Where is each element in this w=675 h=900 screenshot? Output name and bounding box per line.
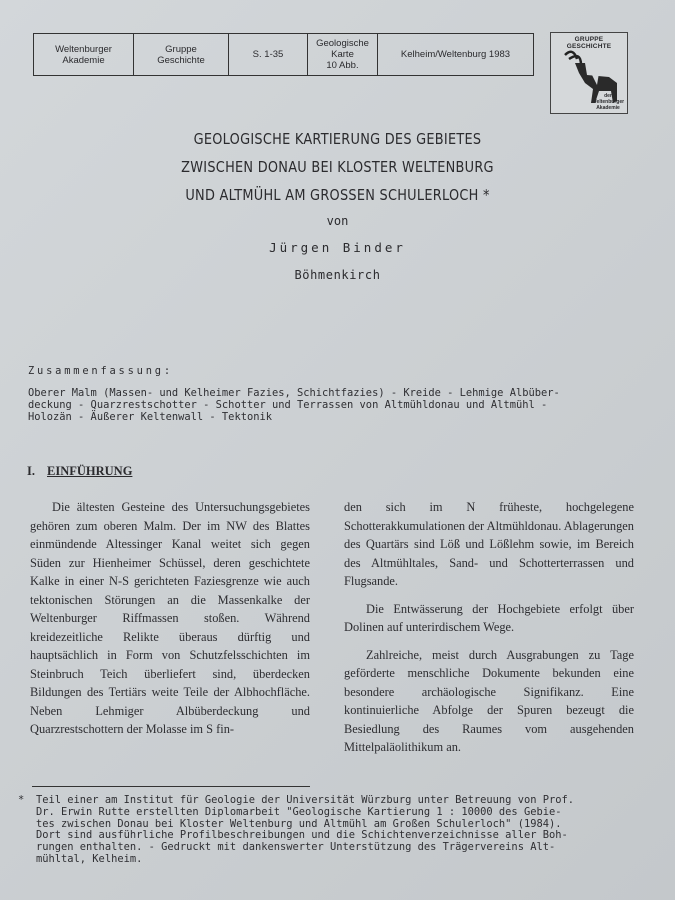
header-cell-content: Geologische Karte 10 Abb. bbox=[308, 34, 378, 75]
summary-text bbox=[28, 387, 638, 423]
summary-line: Oberer Malm (Massen- und Kelheimer Fazies, Schichtfazies) - Kreide - Lehmige Albüber- bbox=[28, 387, 560, 399]
title-line-2: ZWISCHEN DONAU BEI KLOSTER WELTENBURG bbox=[181, 158, 494, 176]
header-table bbox=[33, 33, 534, 76]
logo-top-text: GRUPPE GESCHICHTE bbox=[566, 36, 612, 50]
body-column-right bbox=[344, 498, 634, 757]
body-paragraph: Die ältesten Gesteine des Untersuchungsgebietes gehören zum oberen Malm. Der im NW des Blattes einmündende Altessinger Kanal weitet sich gegen Süden zur Hienheimer Schüssel, deren geschichtete Kalke in einer N-S gerichteten Faziesgrenze wie auch tektonischen Störungen an die Massenkalke der Weltenburger Riffmassen stoßen. Während kreidezeitliche Relikte überaus dürftig und hauptsächlich in Form von Schutzfelsschichten im Steinbruch Teich überliefert sind, überdecken Bildungen des Tertiärs weite Teile der Albhochfläche. Neben Lehmiger Albüberdeckung und Quarzrestschottern der Molasse im S fin- bbox=[30, 500, 310, 736]
body-paragraph: Zahlreiche, meist durch Ausgrabungen zu Tage geförderte menschliche Dokumente bekunden eine besondere archäologische Signifikanz. Eine kontinuierliche Abfolge der Spuren bezeugt die Besiedlung des Raumes vom ausgehenden Mittelpaläolithikum an. bbox=[344, 647, 634, 754]
summary-line: Holozän - Äußerer Keltenwall - Tektonik bbox=[28, 411, 272, 423]
summary-line: deckung - Quarzrestschotter - Schotter und Terrassen von Altmühldonau und Altmühl - bbox=[28, 399, 548, 411]
header-cell-place-year: Kelheim/Weltenburg 1983 bbox=[400, 49, 511, 60]
group-logo bbox=[550, 32, 628, 114]
logo-bottom-text: der Weltenburger Akademie bbox=[591, 93, 625, 111]
footnote-marker: * bbox=[18, 794, 25, 806]
byline-von: von bbox=[326, 214, 349, 228]
summary-heading: Zusammenfassung: bbox=[28, 365, 173, 377]
section-title: EINFÜHRUNG bbox=[47, 464, 133, 478]
section-heading bbox=[27, 464, 132, 479]
author-name: Jürgen Binder bbox=[269, 240, 406, 255]
body-column-left bbox=[30, 498, 310, 739]
body-paragraph: Die Entwässerung der Hochgebiete erfolgt über Dolinen auf unterirdischem Wege. bbox=[344, 601, 634, 634]
header-cell-group: Gruppe Geschichte bbox=[134, 34, 229, 75]
footnote-rule bbox=[32, 786, 310, 787]
footnote bbox=[18, 795, 638, 866]
header-cell-pages: S. 1-35 bbox=[229, 34, 308, 75]
footnote-text: Teil einer am Institut für Geologie der Universität Würzburg unter Betreuung von Prof. Dr. Erwin Rutte erstellten Diplomarbeit "Geologische Kartierung 1 : 10000 des Gebie- tes zwischen Donau bei Kloster Weltenburg und Altmühl am Großen Schulerloch" (1984). Dort sind ausführliche Profilbeschreibungen und die Schichtenverzeichnisse aller Boh- rungen enthalten. - Gedruckt mit dankenswerter Unterstützung des Trägervereins Alt- mühltal, Kelheim. bbox=[36, 794, 574, 865]
section-number: I. bbox=[27, 464, 35, 478]
title-line-1: GEOLOGISCHE KARTIERUNG DES GEBIETES bbox=[193, 130, 482, 148]
author-place: Böhmenkirch bbox=[294, 268, 381, 282]
body-paragraph: den sich im N früheste, hochgelegene Schotterakkumulationen der Altmühldonau. Ablagerungen des Quartärs sind Löß und Lößlehm sowie, im Bereich des Altmühltales, Sand- und Schotterterrassen und Flugsande. bbox=[344, 500, 634, 588]
title-line-3: UND ALTMÜHL AM GROSSEN SCHULERLOCH * bbox=[185, 186, 490, 204]
header-cell-publisher: Weltenburger Akademie bbox=[34, 34, 134, 75]
